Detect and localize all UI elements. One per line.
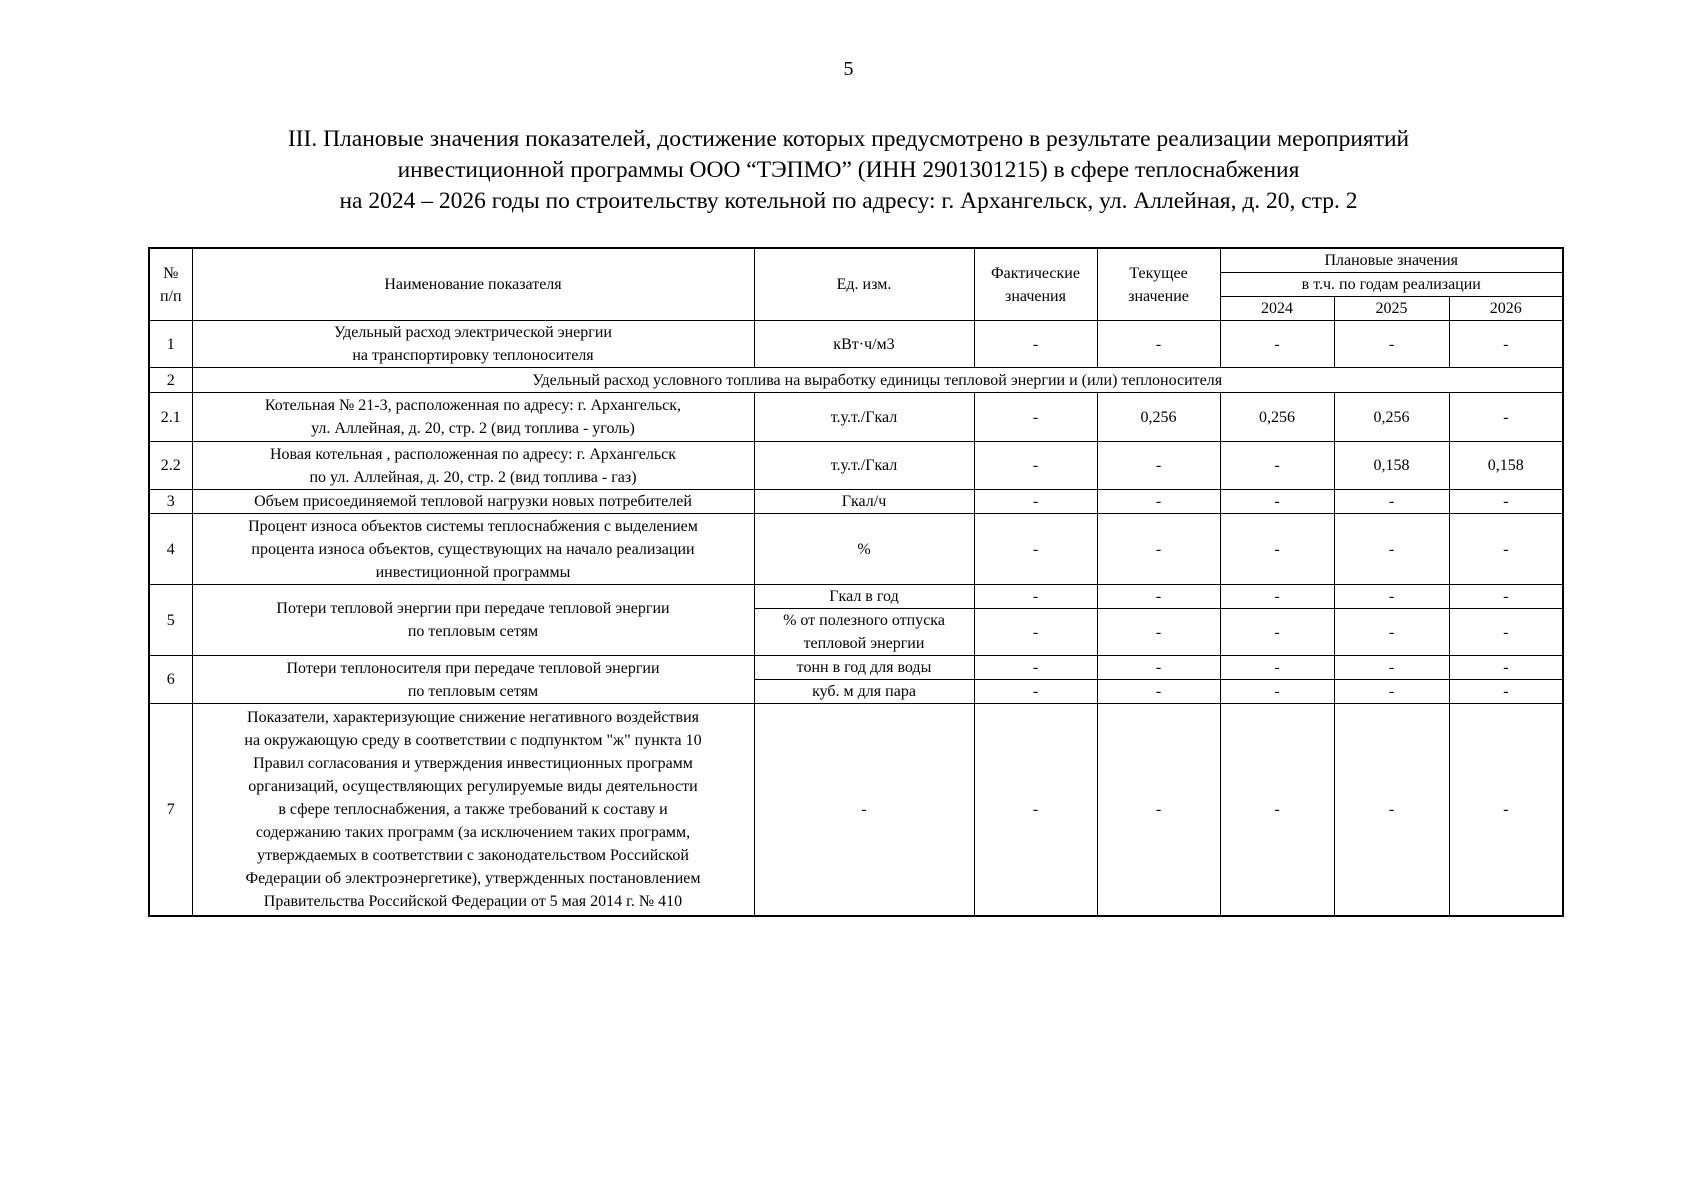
row-value: -	[1449, 585, 1563, 609]
header-by-years: в т.ч. по годам реализации	[1220, 273, 1563, 297]
row-unit: -	[754, 704, 974, 916]
heading-line-2: инвестиционной программы ООО “ТЭПМО” (ИНН 2901301215) в сфере теплоснабжения	[397, 157, 1300, 183]
row-name-line: по ул. Аллейная, д. 20, стр. 2 (вид топлива - газ)	[309, 468, 637, 486]
row-value: -	[1449, 704, 1563, 916]
indicators-table	[148, 247, 1564, 917]
row-value: 0,158	[1449, 442, 1563, 490]
row-value: -	[1334, 321, 1449, 368]
row-value: -	[1220, 680, 1334, 704]
row-value: 0,256	[1220, 393, 1334, 442]
table-row	[149, 393, 1563, 442]
row-name	[192, 393, 754, 442]
row-value: -	[974, 514, 1097, 585]
row-name-line: в сфере теплоснабжения, а также требований к составу и	[278, 800, 668, 818]
row-name-line: по тепловым сетям	[407, 623, 539, 640]
row-value: -	[974, 585, 1097, 609]
table-row	[149, 490, 1563, 514]
row-name-line: на окружающую среду в соответствии с подпунктом "ж" пункта 10	[244, 731, 702, 749]
row-name-line: Показатели, характеризующие снижение негативного воздействия	[247, 708, 699, 726]
header-actual-line: Фактические	[991, 264, 1080, 282]
row-value: -	[1097, 656, 1220, 680]
heading-line-3: на 2024 – 2026 годы по строительству котельной по адресу: г. Архангельск, ул. Аллейная, д. 20, стр. 2	[339, 188, 1358, 214]
header-name: Наименование показателя	[192, 248, 754, 321]
row-unit: т.у.т./Гкал	[754, 442, 974, 490]
header-num-line: №	[163, 264, 179, 282]
header-num	[149, 248, 192, 321]
row-value: -	[1449, 609, 1563, 656]
table-row	[149, 442, 1563, 490]
row-value: -	[974, 680, 1097, 704]
row-num: 3	[149, 490, 192, 514]
row-unit: т.у.т./Гкал	[754, 393, 974, 442]
row-name	[192, 585, 754, 656]
row-name-line: Правительства Российской Федерации от 5 мая 2014 г. № 410	[263, 892, 683, 910]
row-value: 0,158	[1334, 442, 1449, 490]
row-name-line: Потери тепловой энергии при передаче тепловой энергии	[276, 600, 670, 617]
table-row	[149, 514, 1563, 585]
header-actual	[974, 248, 1097, 321]
row-value: -	[974, 609, 1097, 656]
header-current-line: Текущее	[1129, 264, 1188, 282]
table-row	[149, 368, 1563, 393]
page-number: 5	[843, 58, 854, 80]
header-actual-line: значения	[1005, 287, 1066, 305]
row-unit: куб. м для пара	[754, 680, 974, 704]
row-value: -	[1220, 609, 1334, 656]
row-name-line: на транспортировку теплоносителя	[352, 347, 594, 364]
row-value: -	[1334, 490, 1449, 514]
row-name-line: Федерации об электроэнергетике), утвержденных постановлением	[245, 869, 701, 887]
row-num: 6	[149, 656, 192, 704]
row-name-line: Удельный расход электрической энергии	[334, 324, 612, 341]
header-current-line: значение	[1128, 287, 1189, 305]
row-value: -	[1334, 704, 1449, 916]
table-row	[149, 321, 1563, 368]
row-unit: кВт·ч/м3	[754, 321, 974, 368]
row-num: 4	[149, 514, 192, 585]
row-name-line: ул. Аллейная, д. 20, стр. 2 (вид топлива - уголь)	[311, 420, 635, 437]
row-value: -	[1220, 321, 1334, 368]
row-value: -	[1334, 656, 1449, 680]
row-num: 5	[149, 585, 192, 656]
row-value: -	[1220, 442, 1334, 490]
row-name-line: Правил согласования и утверждения инвестиционных программ	[253, 754, 693, 772]
row-value: -	[1334, 609, 1449, 656]
row-name-line: утверждаемых в соответствии с законодательством Российской	[257, 846, 689, 864]
header-year: 2025	[1334, 297, 1449, 321]
row-value: 0,256	[1334, 393, 1449, 442]
row-name-line: содержанию таких программ (за исключением таких программ,	[255, 823, 691, 841]
row-num: 7	[149, 704, 192, 916]
row-name-line: организаций, осуществляющих регулируемые виды деятельности	[248, 777, 698, 795]
row-value: -	[1449, 321, 1563, 368]
row-value: -	[1097, 514, 1220, 585]
row-name-line: процента износа объектов, существующих на начало реализации	[251, 540, 695, 558]
row-value: -	[1449, 393, 1563, 442]
row-value: -	[974, 442, 1097, 490]
heading-line-1: III. Плановые значения показателей, достижение которых предусмотрено в результате реализации мероприятий	[287, 126, 1410, 152]
row-section-title: Удельный расход условного топлива на выработку единицы тепловой энергии и (или) теплоносителя	[192, 368, 1563, 393]
table-row	[149, 585, 1563, 609]
header-current	[1097, 248, 1220, 321]
row-value: -	[1097, 442, 1220, 490]
row-unit-line: тепловой энергии	[803, 635, 925, 652]
row-value: 0,256	[1097, 393, 1220, 442]
row-value: -	[1449, 490, 1563, 514]
row-num: 1	[149, 321, 192, 368]
row-name	[192, 514, 754, 585]
row-value: -	[974, 656, 1097, 680]
header-year: 2026	[1449, 297, 1563, 321]
row-value: -	[1097, 585, 1220, 609]
row-unit: Гкал/ч	[754, 490, 974, 514]
row-name-line: Новая котельная , расположенная по адресу: г. Архангельск	[270, 445, 676, 463]
row-value: -	[974, 490, 1097, 514]
row-value: -	[1097, 680, 1220, 704]
row-name: Объем присоединяемой тепловой нагрузки новых потребителей	[192, 490, 754, 514]
row-name	[192, 442, 754, 490]
row-name	[192, 321, 754, 368]
row-value: -	[1334, 680, 1449, 704]
row-value: -	[1220, 656, 1334, 680]
section-heading	[130, 124, 1567, 217]
row-name-line: Процент износа объектов системы теплоснабжения с выделением	[248, 517, 698, 535]
row-value: -	[974, 393, 1097, 442]
row-unit: тонн в год для воды	[754, 656, 974, 680]
row-unit: %	[754, 514, 974, 585]
row-value: -	[1449, 656, 1563, 680]
row-num: 2	[149, 368, 192, 393]
row-name	[192, 704, 754, 916]
table-row	[149, 704, 1563, 916]
row-value: -	[1220, 490, 1334, 514]
row-name-line: Котельная № 21-3, расположенная по адресу: г. Архангельск,	[264, 397, 682, 414]
row-value: -	[1097, 321, 1220, 368]
table-header-row	[149, 248, 1563, 273]
row-value: -	[1097, 490, 1220, 514]
row-value: -	[1097, 609, 1220, 656]
row-unit	[754, 609, 974, 656]
row-name-line: Потери теплоносителя при передаче тепловой энергии	[286, 659, 660, 677]
header-year: 2024	[1220, 297, 1334, 321]
row-num: 2.1	[149, 393, 192, 442]
row-name-line: инвестиционной программы	[375, 563, 571, 581]
header-num-line: п/п	[159, 287, 182, 305]
row-value: -	[1220, 585, 1334, 609]
row-value: -	[1097, 704, 1220, 916]
row-value: -	[974, 704, 1097, 916]
header-planned: Плановые значения	[1220, 248, 1563, 273]
row-name	[192, 656, 754, 704]
row-num: 2.2	[149, 442, 192, 490]
row-unit-line: % от полезного отпуска	[783, 612, 945, 629]
row-value: -	[1220, 514, 1334, 585]
row-name-line: по тепловым сетям	[407, 682, 539, 700]
header-unit: Ед. изм.	[754, 248, 974, 321]
row-unit: Гкал в год	[754, 585, 974, 609]
row-value: -	[974, 321, 1097, 368]
row-value: -	[1220, 704, 1334, 916]
row-value: -	[1449, 680, 1563, 704]
row-value: -	[1449, 514, 1563, 585]
table-row	[149, 656, 1563, 680]
row-value: -	[1334, 585, 1449, 609]
row-value: -	[1334, 514, 1449, 585]
